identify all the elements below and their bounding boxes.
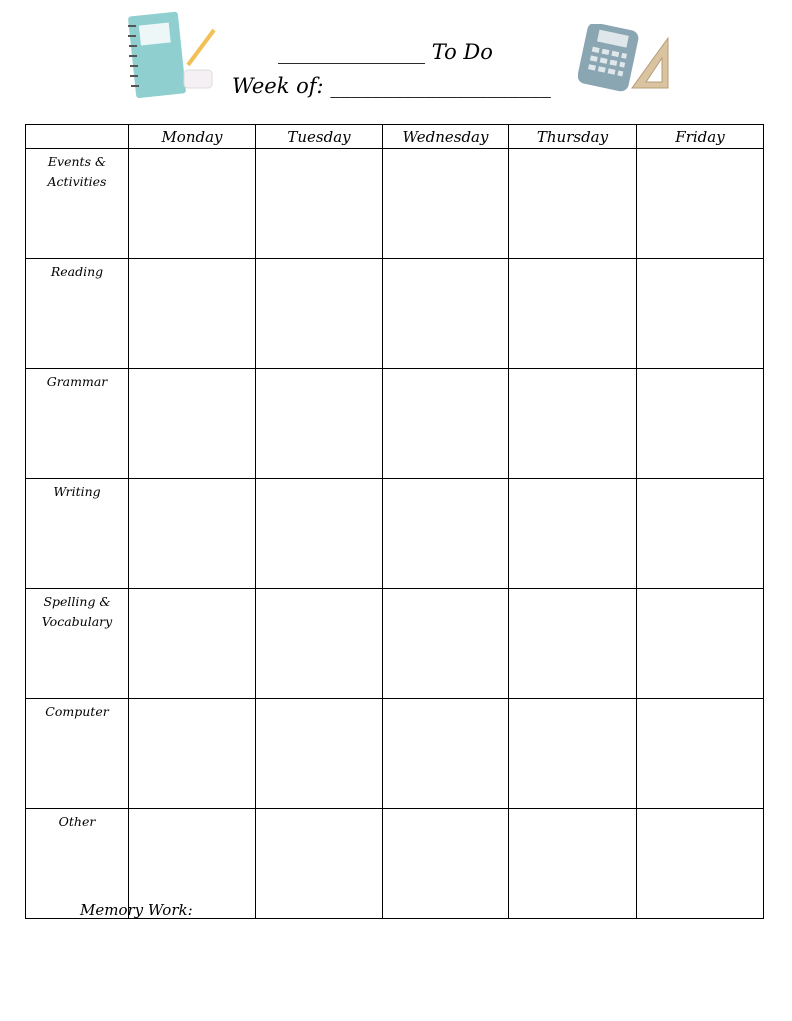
- planner-cell[interactable]: [383, 479, 509, 589]
- planner-cell[interactable]: [256, 369, 383, 479]
- week-blank[interactable]: _____________________: [330, 74, 551, 98]
- subject-row: [26, 589, 764, 699]
- planner-cell[interactable]: [256, 479, 383, 589]
- subject-label: Writing: [26, 479, 129, 589]
- calculator-ruler-icon: [578, 24, 673, 98]
- planner-cell[interactable]: [383, 149, 509, 259]
- planner-cell[interactable]: [256, 149, 383, 259]
- planner-cell[interactable]: [256, 259, 383, 369]
- week-label: Week of:: [232, 74, 324, 98]
- planner-cell[interactable]: [129, 699, 256, 809]
- subject-row: [26, 369, 764, 479]
- planner-cell[interactable]: [129, 149, 256, 259]
- corner-cell: [26, 125, 129, 149]
- title-blank[interactable]: ______________: [278, 40, 425, 64]
- planner-cell[interactable]: [129, 259, 256, 369]
- subject-label: Computer: [26, 699, 129, 809]
- planner-cell[interactable]: [256, 699, 383, 809]
- planner-cell[interactable]: [509, 149, 637, 259]
- subject-row: [26, 259, 764, 369]
- planner-cell[interactable]: [637, 699, 764, 809]
- planner-cell[interactable]: [509, 479, 637, 589]
- planner-cell[interactable]: [129, 479, 256, 589]
- planner-cell[interactable]: [637, 589, 764, 699]
- day-header: Wednesday: [383, 125, 509, 149]
- title-suffix: To Do: [431, 40, 493, 64]
- planner-cell[interactable]: [509, 809, 637, 919]
- planner-cell[interactable]: [383, 369, 509, 479]
- planner-cell[interactable]: [256, 589, 383, 699]
- header-row: [26, 125, 764, 149]
- planner-cell[interactable]: [256, 809, 383, 919]
- planner-cell[interactable]: [383, 809, 509, 919]
- subject-label: Reading: [26, 259, 129, 369]
- planner-cell[interactable]: [509, 589, 637, 699]
- subject-row: [26, 149, 764, 259]
- planner-cell[interactable]: [129, 589, 256, 699]
- day-header: Friday: [637, 125, 764, 149]
- title-line: [278, 40, 493, 64]
- planner-cell[interactable]: [637, 259, 764, 369]
- planner-cell[interactable]: [383, 589, 509, 699]
- planner-cell[interactable]: [383, 699, 509, 809]
- weekly-planner-table: [25, 124, 764, 919]
- week-of-line: [232, 74, 551, 98]
- planner-cell[interactable]: [129, 369, 256, 479]
- subject-label: Other: [26, 809, 129, 919]
- day-header: Thursday: [509, 125, 637, 149]
- planner-cell[interactable]: [509, 369, 637, 479]
- planner-cell[interactable]: [637, 149, 764, 259]
- memory-work-label: Memory Work:: [80, 901, 193, 919]
- planner-cell[interactable]: [383, 259, 509, 369]
- planner-cell[interactable]: [509, 259, 637, 369]
- planner-cell[interactable]: [637, 479, 764, 589]
- subject-label: Spelling & Vocabulary: [26, 589, 129, 699]
- planner-cell[interactable]: [637, 809, 764, 919]
- subject-row: [26, 699, 764, 809]
- notebook-pencil-eraser-icon: [126, 10, 226, 106]
- subject-label: Events & Activities: [26, 149, 129, 259]
- subject-row: [26, 479, 764, 589]
- day-header: Monday: [129, 125, 256, 149]
- day-header: Tuesday: [256, 125, 383, 149]
- planner-cell[interactable]: [637, 369, 764, 479]
- subject-label: Grammar: [26, 369, 129, 479]
- planner-cell[interactable]: [509, 699, 637, 809]
